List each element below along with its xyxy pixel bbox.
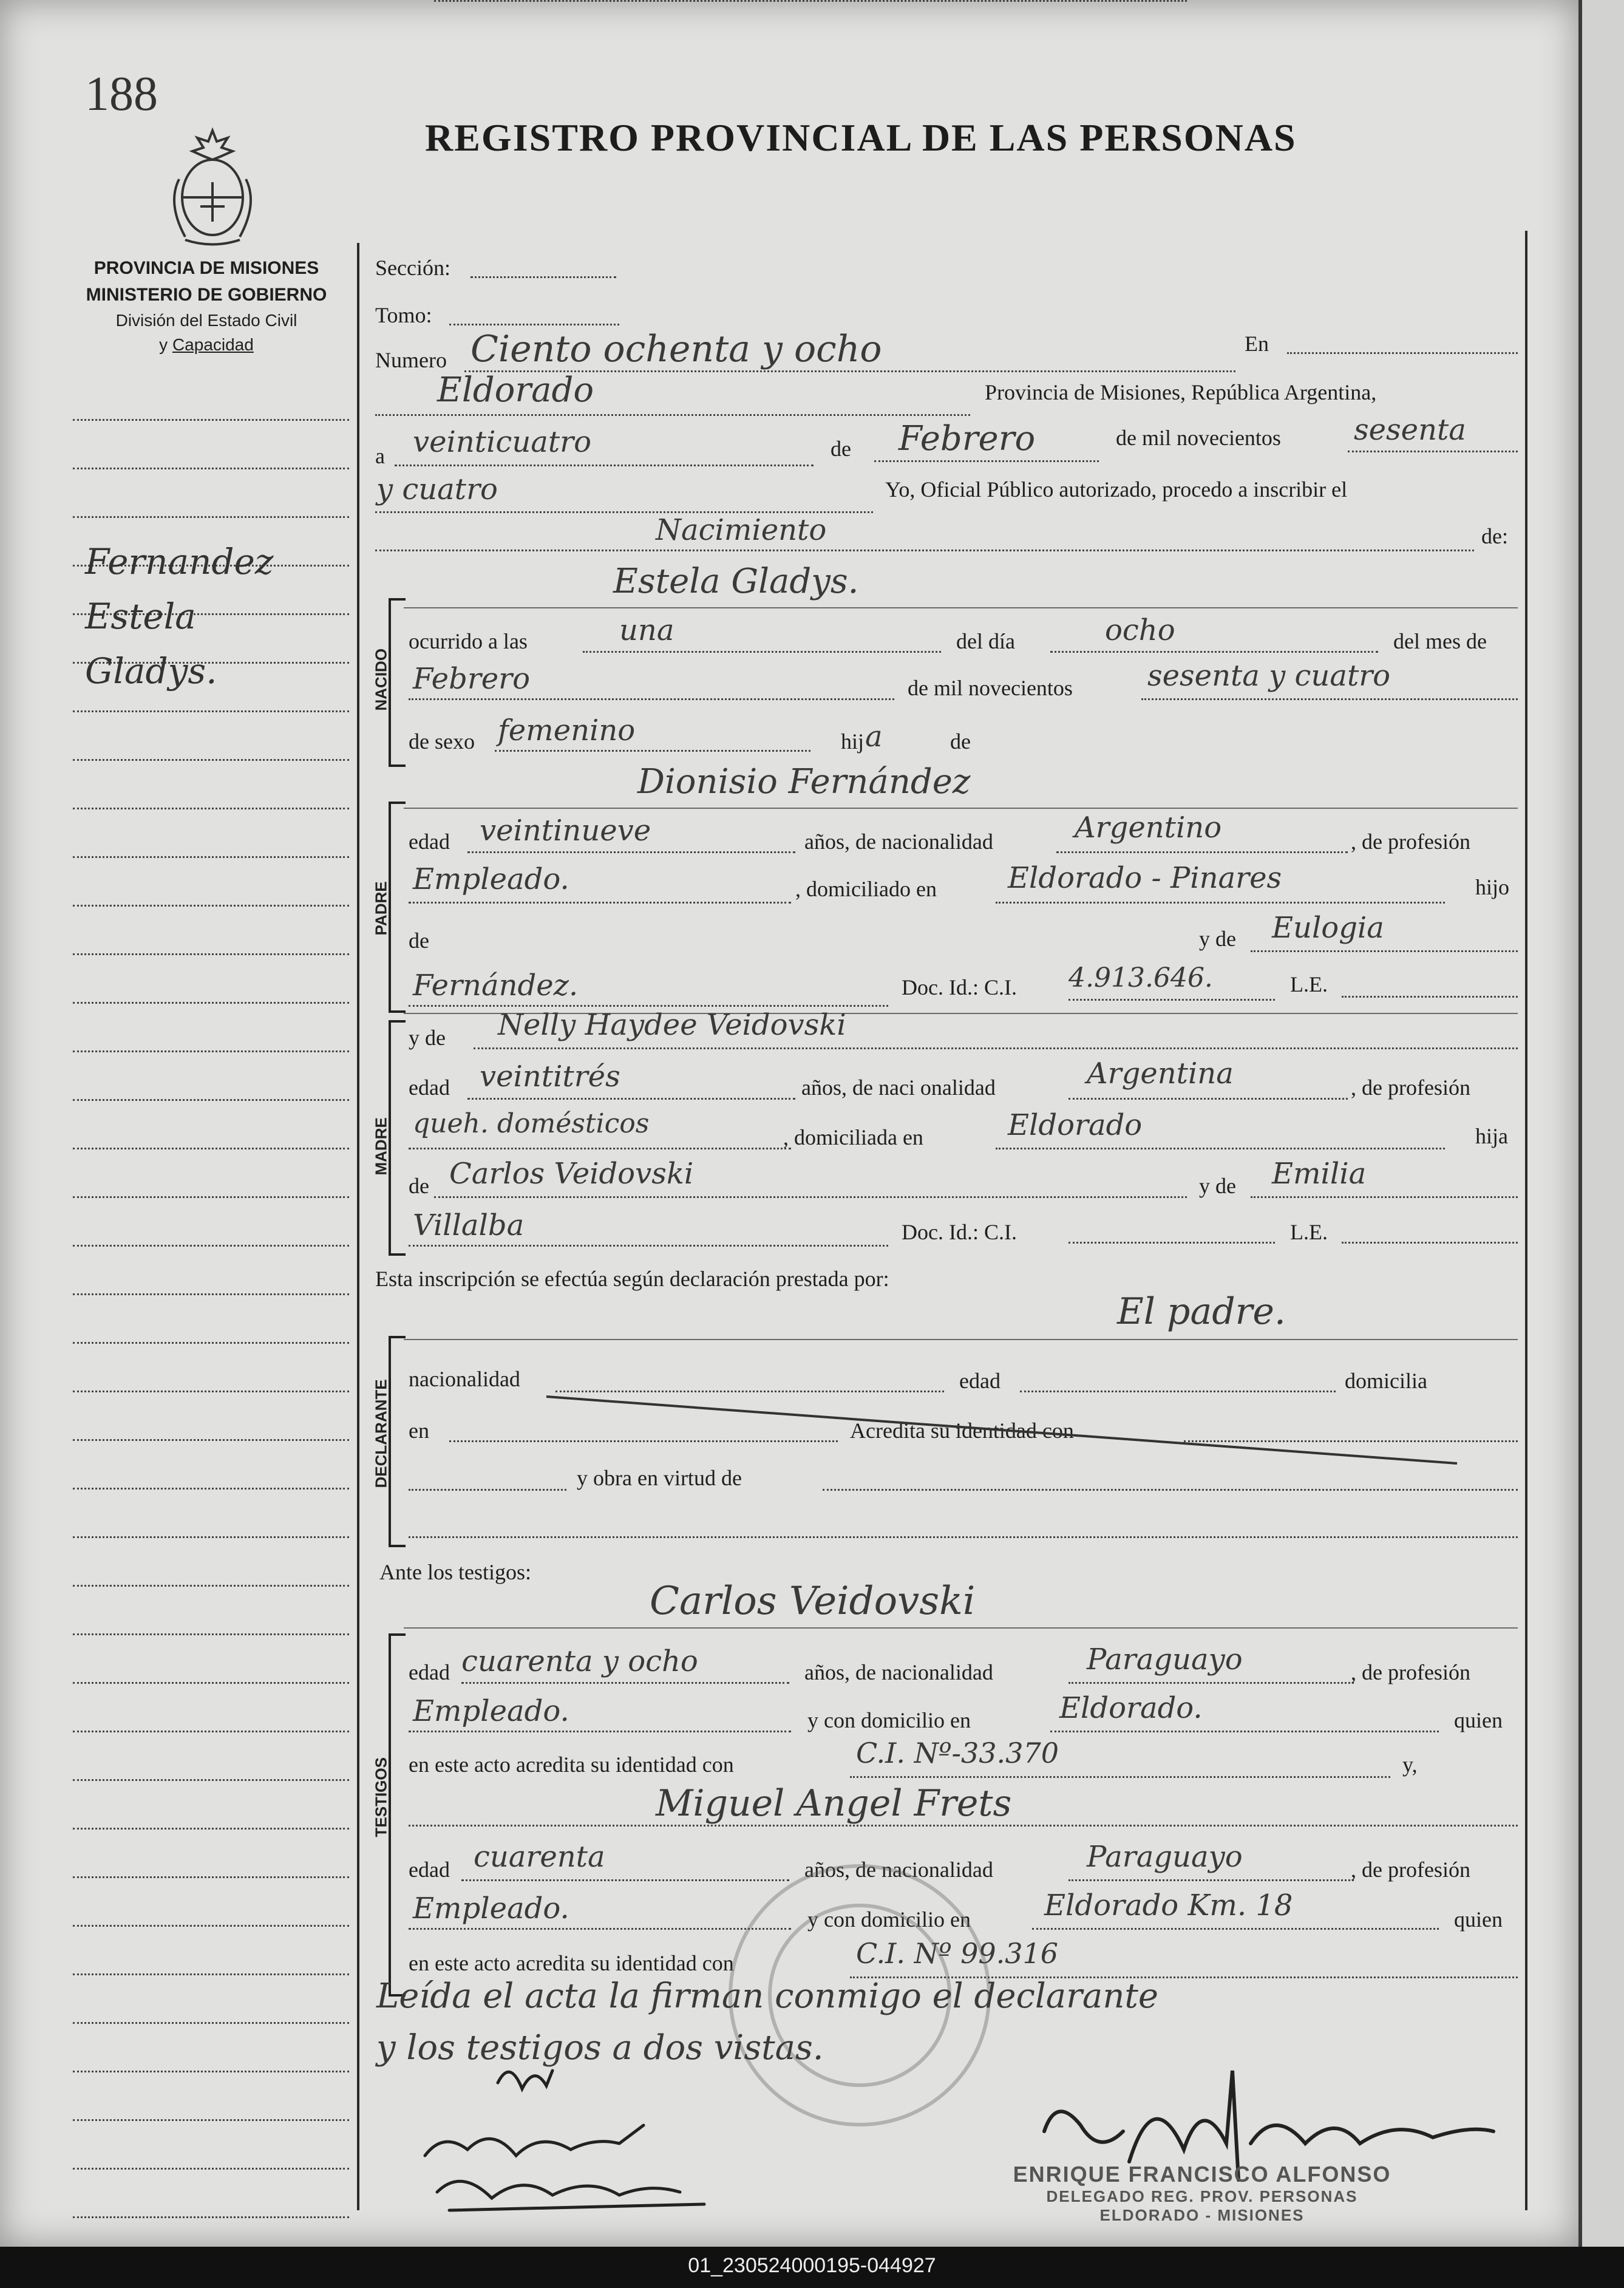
t1-dom-value: Eldorado. [1059,1691,1203,1725]
t1-dom-label: y con domicilio en [807,1708,971,1732]
t1-edad-line [461,1682,789,1684]
testigos-side-label: TESTIGOS [372,1757,390,1837]
act-line [375,550,1474,551]
sexo-line [495,750,810,752]
ocurrido-label: ocurrido a las [409,629,528,653]
t2-dom-label: y con domicilio en [807,1907,971,1932]
margin-ruled-line [73,1536,349,1538]
padre-mother-surname: Fernández. [413,969,579,1003]
declarante-extra-line [409,1536,1518,1538]
declarante-edad-line [1020,1391,1336,1392]
ministry-line: MINISTERIO DE GOBIERNO [86,285,327,305]
padre-le-line [1342,996,1518,998]
capacity-line-prefix: y [159,335,172,354]
madre-side-label: MADRE [372,1117,390,1176]
madre-edad-label: edad [409,1075,450,1100]
capacity-line-word: Capacidad [172,335,254,354]
testigos-intro: Ante los testigos: [379,1560,531,1584]
padre-anos-label: años, de nacionalidad [804,829,993,854]
t2-prof-line [409,1928,791,1930]
declarante-nac-line [555,1391,944,1392]
margin-ruled-line [73,1391,349,1392]
t1-prof-line [409,1731,791,1732]
name-value: Estela Gladys. [613,562,859,601]
numero-label: Numero [375,348,447,372]
margin-ruled-line [73,1973,349,1975]
birth-year-value: sesenta y cuatro [1147,659,1391,693]
de-label: de [831,437,851,461]
en-label: En [1245,332,1269,356]
t2-acredita-label: en este acto acredita su identidad con [409,1951,734,1975]
madre-yde-label: y de [409,1026,446,1050]
madre-father-value: Carlos Veidovski [449,1157,694,1191]
madre-bracket [389,1020,406,1256]
t2-quien-label: quien [1454,1907,1503,1932]
margin-note-line: Gladys. [85,650,217,692]
image-caption: 01_230524000195-044927 [688,2254,936,2277]
margin-ruled-line [73,2168,349,2170]
declarante-strike-line [546,1397,1457,1469]
padre-de-line [434,0,1187,2]
margin-ruled-line [73,759,349,761]
t2-name-line [409,1825,1518,1827]
padre-edad-label: edad [409,829,450,854]
act-value: Nacimiento [656,513,827,547]
margin-ruled-line [73,1099,349,1101]
margin-ruled-line [73,1488,349,1490]
province-line: PROVINCIA DE MISIONES [93,258,319,278]
t1-acredita-label: en este acto acredita su identidad con [409,1752,734,1777]
t1-quien-label: quien [1454,1708,1503,1732]
t1-nac-line [1069,1682,1354,1684]
birth-month-line [409,698,894,700]
margin-ruled-line [73,2216,349,2218]
padre-dom-label: , domiciliado en [795,877,937,901]
padre-mother-surname-line [409,1005,888,1007]
t1-anos-label: años, de nacionalidad [804,1660,993,1684]
t2-edad-value: cuarenta [474,1840,605,1874]
margin-ruled-line [73,1633,349,1635]
t2-dom-line [1032,1928,1439,1930]
madre-name-line [474,1047,1518,1049]
capacity-line [61,333,352,357]
year-line [1348,451,1518,452]
sexo-label: de sexo [409,729,475,754]
tomo-line [449,324,619,325]
margin-ruled-line [73,1293,349,1295]
margin-ruled-line [73,1682,349,1684]
province-block [61,255,352,357]
margin-ruled-line [73,1196,349,1198]
madre-yde2-label: y de [1199,1174,1236,1198]
t2-prof-label: , de profesión [1351,1857,1470,1882]
next-page-edge [1578,0,1624,2247]
birth-month-value: Febrero [413,662,531,696]
padre-yde-label: y de [1199,927,1236,951]
declarante-edad-label: edad [959,1369,1001,1393]
margin-note [85,534,273,698]
nacido-top-line [404,607,1518,608]
margin-ruled-line [73,419,349,421]
declarante-obra-label: y obra en virtud de [577,1466,742,1490]
t2-anos-label: años, de nacionalidad [804,1857,993,1882]
madre-mother-surname: Villalba [413,1208,525,1242]
declarante-acredita-label: Acredita su identidad con [850,1418,1074,1443]
madre-dom-line [996,1148,1445,1149]
declaracion-text: Esta inscripción se efectúa según declaración prestada por: [375,1267,889,1291]
padre-nac-value: Argentino [1075,811,1222,845]
margin-ruled-line [73,1585,349,1587]
en-line [1287,352,1518,354]
birth-day-line [1050,651,1378,653]
t2-edad-line [461,1879,789,1881]
margin-ruled-line [73,1342,349,1344]
closing-line-1: Leída el acta la firman conmigo el declarante [376,1976,1159,2016]
place-value: Eldorado [437,370,594,410]
madre-mother-line [1251,1196,1518,1198]
official-stamp-text [959,2162,1445,2225]
official-stamp-role: DELEGADO REG. PROV. PERSONAS [1046,2187,1358,2205]
testigos-top-line [404,1627,1518,1629]
madre-anos-label: años, de naci onalidad [801,1075,996,1100]
testigo-1-name: Carlos Veidovski [650,1579,976,1624]
madre-mother-surname-line [409,1245,888,1247]
margin-note-line: Estela [85,596,196,637]
madre-dom-label: , domiciliada en [783,1125,923,1149]
margin-ruled-line [73,516,349,518]
t1-edad-label: edad [409,1660,450,1684]
hour-line [583,651,941,653]
hij-label: hij [841,729,865,754]
declarante-nac-label: nacionalidad [409,1367,520,1391]
tomo-label: Tomo: [375,303,432,327]
del-mes-label: del mes de [1393,629,1487,653]
padre-de-label: de [409,928,429,953]
margin-ruled-line [73,808,349,809]
page-number: 188 [85,67,158,121]
padre-dom-line [996,902,1445,904]
document-title: REGISTRO PROVINCIAL DE LAS PERSONAS [425,116,1297,159]
del-dia-label: del día [956,629,1015,653]
father-name: Dionisio Fernández [637,762,971,802]
madre-doc-label: Doc. Id.: C.I. [902,1220,1017,1244]
official-stamp-place: ELDORADO - MISIONES [1099,2206,1305,2224]
month-line [874,460,1099,462]
oficial-text: Yo, Oficial Público autorizado, procedo a inscribir el [885,477,1348,502]
madre-prof-line [409,1148,791,1149]
declarante-obra-pre-line [409,1489,566,1491]
t1-doc-line [850,1776,1390,1778]
seccion-line [471,276,616,278]
padre-le-label: L.E. [1290,972,1328,996]
signature-declarante [389,2058,729,2222]
margin-ruled-line [73,1925,349,1927]
t1-doc-value: C.I. Nº-33.370 [856,1737,1059,1769]
testigo-2-name: Miguel Angel Frets [656,1782,1012,1825]
margin-ruled-line [73,1779,349,1781]
padre-doc-value: 4.913.646. [1069,962,1213,993]
t1-nac-value: Paraguayo [1087,1643,1243,1677]
margin-ruled-line [73,2071,349,2072]
margin-ruled-line [73,905,349,907]
madre-prof-label: , de profesión [1351,1075,1470,1100]
nacido-de-label: de [950,729,971,754]
margin-divider [357,243,359,2210]
padre-bracket [389,802,406,1013]
t2-nac-line [1069,1879,1354,1881]
birth-year-label: de mil novecientos [908,676,1073,700]
padre-doc-line [1069,999,1275,1001]
margin-ruled-line [73,1148,349,1149]
t2-prof-value: Empleado. [413,1891,569,1925]
birth-year-line [1141,698,1518,700]
coat-of-arms-icon [161,124,264,252]
right-border [1525,231,1527,2210]
official-stamp-name: ENRIQUE FRANCISCO ALFONSO [1013,2162,1391,2187]
t2-edad-label: edad [409,1857,450,1882]
margin-ruled-line [73,468,349,469]
declarante-en-label: en [409,1418,429,1443]
t1-dom-line [1050,1731,1439,1732]
padre-mother-value: Eulogia [1272,911,1384,945]
madre-nac-line [1069,1098,1348,1100]
madre-le-line [1342,1242,1518,1244]
t1-prof-label: , de profesión [1351,1660,1470,1684]
madre-nac-value: Argentina [1087,1057,1234,1091]
month-value: Febrero [899,419,1036,458]
padre-prof-line [409,902,791,904]
t2-dom-value: Eldorado Km. 18 [1044,1888,1293,1922]
place-line [375,414,970,416]
margin-ruled-line [73,2022,349,2024]
madre-prof-value: queh. domésticos [413,1108,650,1139]
madre-doc-line [1069,1242,1275,1244]
t2-nac-value: Paraguayo [1087,1840,1243,1874]
nacido-bracket [389,598,406,767]
padre-edad-value: veintinueve [480,814,651,848]
margin-ruled-line [73,710,349,712]
t2-doc-value: C.I. Nº 99.316 [856,1937,1059,1970]
margin-ruled-line [73,1876,349,1878]
padre-edad-line [467,851,795,853]
t1-edad-value: cuarenta y ocho [461,1644,698,1678]
hour-value: una [619,613,674,647]
margin-ruled-line [73,1002,349,1004]
closing-line-2: y los testigos a dos vistas. [376,2028,824,2068]
padre-nac-line [1056,851,1348,853]
declarante-side-label: DECLARANTE [372,1379,390,1488]
declarante-obra-line [823,1489,1518,1491]
de-colon-label: de: [1481,524,1508,548]
t1-y-label: y, [1402,1752,1418,1777]
margin-ruled-line [73,1050,349,1052]
madre-edad-value: veintitrés [480,1060,620,1094]
day-value: veinticuatro [413,425,591,459]
padre-doc-label: Doc. Id.: C.I. [902,975,1017,999]
declarante-bracket [389,1336,406,1547]
margin-ruled-line [73,1828,349,1830]
madre-father-line [434,1196,1187,1198]
sexo-value: femenino [498,713,636,747]
margin-ruled-line [73,2119,349,2121]
margin-ruled-line [73,856,349,858]
madre-de-label: de [409,1174,429,1198]
madre-name-value: Nelly Haydee Veidovski [498,1008,846,1042]
margin-ruled-line [73,1245,349,1247]
year-value-2: y cuatro [376,472,498,506]
padre-top-line [404,808,1518,809]
margin-ruled-line [73,1731,349,1732]
padre-dom-value: Eldorado - Pinares [1008,861,1282,895]
madre-le-label: L.E. [1290,1220,1328,1244]
province-text: Provincia de Misiones, República Argentina, [985,380,1377,404]
madre-dom-value: Eldorado [1008,1108,1143,1142]
numero-value: Ciento ochenta y ocho [471,328,882,370]
margin-ruled-line [73,1439,349,1441]
madre-hija-label: hija [1475,1124,1508,1148]
hij-value: a [865,720,883,754]
declarante-dom-label: domicilia [1345,1369,1427,1393]
madre-edad-line [467,1098,795,1100]
padre-hijo-label: hijo [1475,875,1510,899]
day-line [395,465,814,466]
year-value-1: sesenta [1354,413,1466,447]
nacido-side-label: NACIDO [372,648,390,711]
padre-prof-label: , de profesión [1351,829,1470,854]
declarante-top-line [404,1339,1518,1340]
margin-note-line: Fernandez [85,541,274,582]
t1-prof-value: Empleado. [413,1694,569,1728]
declaracion-value: El padre. [1117,1290,1286,1333]
margin-ruled-line [73,953,349,955]
a-label: a [375,444,385,468]
division-line: División del Estado Civil [115,311,297,330]
year-label: de mil novecientos [1116,426,1281,450]
padre-side-label: PADRE [372,881,390,936]
testigos-bracket [389,1633,406,1997]
madre-mother-value: Emilia [1272,1157,1367,1191]
birth-day-value: ocho [1105,613,1175,647]
padre-mother-line [1251,950,1518,952]
padre-prof-value: Empleado. [413,862,569,896]
seccion-label: Sección: [375,256,450,280]
